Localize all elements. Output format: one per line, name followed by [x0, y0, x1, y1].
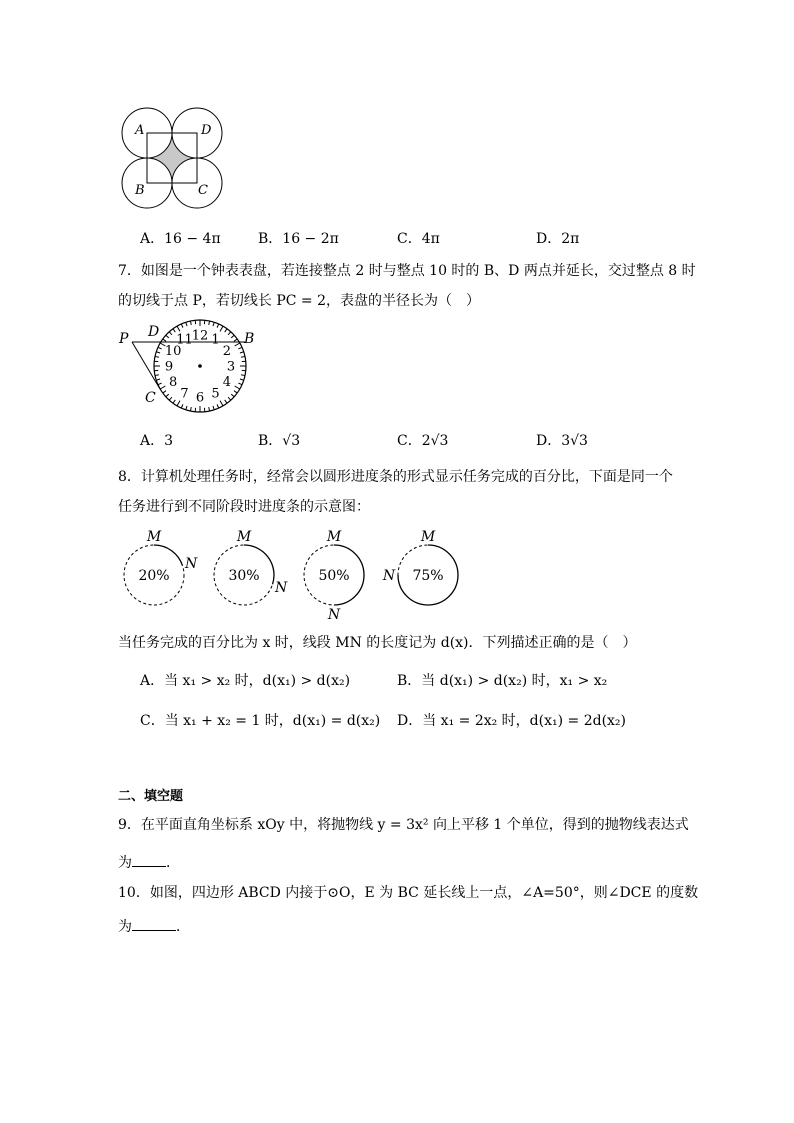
label-m: M — [326, 529, 342, 545]
q9-answer-blank[interactable] — [132, 852, 166, 867]
clock-number: 5 — [211, 386, 220, 402]
clock-number: 4 — [222, 375, 231, 390]
q8-option-a: A．当 x₁ > x₂ 时，d(x₁) > d(x₂) — [140, 673, 351, 689]
q7-text-line2: 的切线于点 P，若切线长 PC = 2，表盘的半径长为（ ） — [118, 293, 480, 309]
clock-number: 9 — [164, 359, 174, 375]
q10-answer-blank[interactable] — [132, 916, 176, 931]
clock-tick — [213, 406, 214, 410]
q6-option-c: C．4π — [397, 231, 440, 247]
clock-tick — [169, 397, 172, 400]
clock-tick — [160, 386, 165, 389]
q8-option-d: D．当 x₁ = 2x₂ 时，d(x₁) = 2d(x₂) — [397, 713, 627, 729]
q6-option-d: D．2π — [536, 231, 580, 247]
label-m: M — [420, 529, 436, 545]
clock-tick — [231, 394, 234, 397]
clock-number: 10 — [164, 344, 182, 359]
clock-tick — [186, 322, 187, 326]
label-n: N — [327, 607, 341, 620]
clock-center — [198, 364, 202, 368]
label-m: M — [236, 529, 252, 545]
clock-tick — [166, 335, 169, 338]
label-n: N — [274, 580, 288, 597]
label-c: C — [198, 183, 208, 198]
percent-label: 20% — [138, 568, 170, 584]
clock-tick — [177, 401, 180, 406]
progress-circles — [124, 529, 458, 620]
label-n: N — [184, 555, 198, 572]
clock-tick — [156, 352, 160, 353]
q8-option-c: C．当 x₁ + x₂ = 1 时，d(x₁) = d(x₂) — [140, 713, 381, 729]
label-c: C — [145, 390, 156, 406]
percent-label: 50% — [318, 568, 350, 584]
q9-line2-prefix: 为 — [118, 855, 132, 871]
label-m: M — [146, 529, 162, 545]
clock-tick — [186, 406, 187, 410]
clock-tick — [235, 386, 240, 389]
clock-tick — [225, 329, 227, 332]
q7-option-c: C．2√3 — [397, 433, 449, 449]
q10-line2-suffix: ． — [176, 919, 190, 935]
section-title: 二、填空题 — [118, 789, 184, 804]
label-d: D — [148, 324, 160, 340]
clock-tick — [155, 356, 159, 357]
q7-text-line1: 7．如图是一个钟表表盘，若连接整点 2 时与整点 10 时的 B、D 两点并延长，交过整点 8 时 — [118, 263, 696, 279]
clock-number: 11 — [176, 332, 193, 348]
clock-tick — [213, 322, 214, 326]
label-b: B — [135, 183, 145, 198]
clock-tick — [156, 379, 160, 380]
clock-number: 7 — [180, 386, 189, 402]
percent-label: 30% — [228, 568, 260, 584]
clock-tick — [235, 343, 240, 346]
clock-tick — [173, 329, 175, 332]
four-circles-figure — [118, 104, 228, 210]
clock-tick — [231, 335, 234, 338]
clock-tick — [220, 401, 223, 406]
clock-number: 6 — [195, 390, 205, 406]
q6-option-b: B．16 − 2π — [258, 231, 339, 247]
q8-text-line1: 8．计算机处理任务时，经常会以圆形进度条的形式显示任务完成的百分比，下面是同一个 — [118, 469, 673, 485]
clock-tick — [240, 352, 244, 353]
clock-tick — [190, 407, 191, 411]
clock-tick — [240, 379, 244, 380]
q9-text-line1: 9．在平面直角坐标系 xOy 中，将抛物线 y = 3x² 向上平移 1 个单位，得到的抛物线表达式 — [118, 817, 689, 833]
clock-tick — [225, 400, 227, 403]
clock-number: 12 — [191, 328, 209, 344]
clock-number: 2 — [222, 344, 231, 359]
clock-tick — [209, 407, 210, 411]
clock-tick — [228, 332, 231, 335]
clock-tick — [166, 394, 169, 397]
clock-tick — [209, 321, 210, 325]
clock-tick — [190, 321, 191, 325]
q10-text-line2 — [118, 916, 190, 936]
q8-text-line3: 当任务完成的百分比为 x 时，线段 MN 的长度记为 d(x)．下列描述正确的是（ ） — [118, 635, 637, 651]
q8-text-line2: 任务进行到不同阶段时进度条的示意图： — [118, 499, 370, 515]
q9-line2-suffix: ． — [166, 855, 180, 871]
label-d: D — [201, 123, 212, 138]
q9-text-line2 — [118, 852, 180, 872]
clock-number: 1 — [211, 332, 220, 348]
clock-number: 8 — [169, 375, 178, 390]
label-b: B — [244, 331, 255, 347]
clock-tick — [177, 326, 180, 331]
clock-tick — [228, 397, 231, 400]
q10-text-line1: 10．如图，四边形 ABCD 内接于⊙O，E 为 BC 延长线上一点，∠A=50°，则∠DCE 的度数 — [118, 885, 699, 901]
label-n: N — [382, 568, 396, 584]
q7-option-a: A．3 — [140, 433, 174, 449]
clock-tick — [220, 326, 223, 331]
clock-tick — [173, 400, 175, 403]
progress-circles-figure — [110, 524, 480, 620]
q6-option-a: A．16 − 4π — [140, 231, 221, 247]
clock-figure — [116, 316, 256, 414]
q10-line2-prefix: 为 — [118, 919, 132, 935]
q8-option-b: B．当 d(x₁) > d(x₂) 时，x₁ > x₂ — [397, 673, 608, 689]
clock-tick — [155, 375, 159, 376]
label-p: P — [119, 331, 129, 347]
clock-tick — [169, 332, 172, 335]
q7-option-b: B．√3 — [258, 433, 301, 449]
q7-option-d: D．3√3 — [536, 433, 588, 449]
percent-label: 75% — [412, 568, 444, 584]
clock-number: 3 — [226, 359, 236, 375]
label-a: A — [135, 123, 145, 138]
